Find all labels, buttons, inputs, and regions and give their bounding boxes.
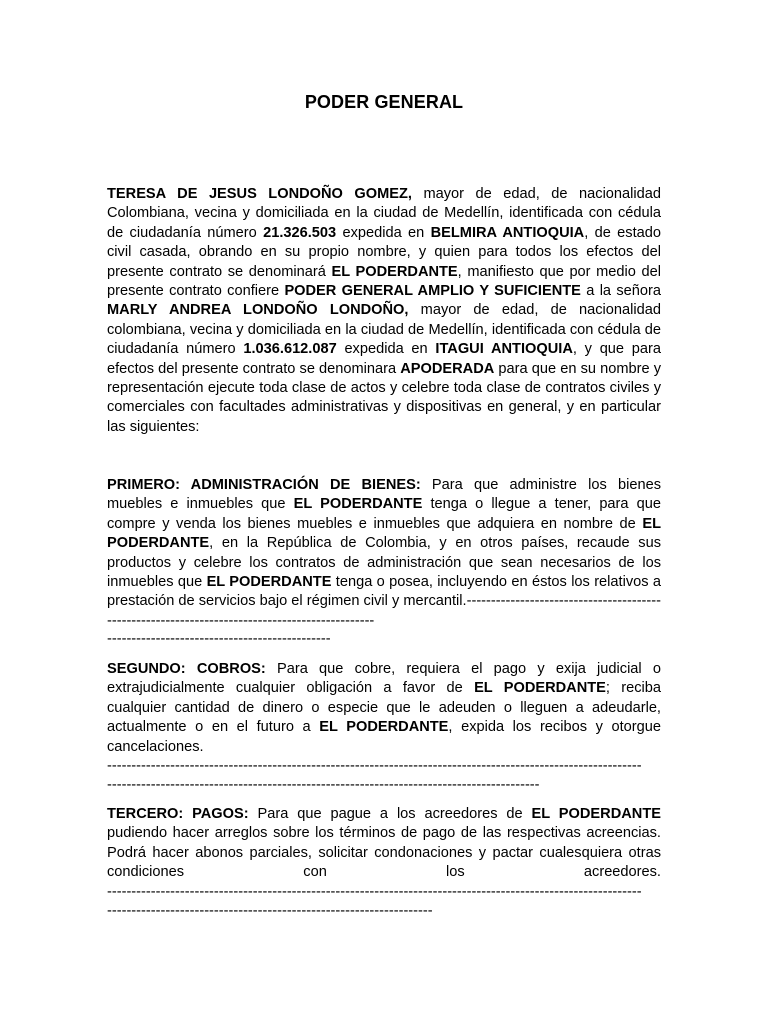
clause-segundo-paragraph (107, 660, 661, 757)
bold-text-run: TERESA DE JESUS LONDOÑO GOMEZ, (107, 186, 412, 202)
bold-text-run: BELMIRA ANTIOQUIA (430, 224, 585, 241)
intro-paragraph (107, 185, 661, 437)
text-run: para que en su nombre y representación ejecute toda clase de actos y celebre toda clase de contratos civiles y comerciales con facultades administrativas y dispositivas en general, y en particular las siguientes: (107, 360, 661, 435)
text-run: a la señora (580, 283, 662, 300)
bold-text-run: APODERADA (400, 360, 495, 377)
text-run: ; reciba cualquier cantidad de dinero o especie que le adeuden o lleguen a adeudarle, actualmente o en el futuro a (107, 680, 662, 736)
text-run: pudiendo hacer arreglos sobre los términos de pago de las respectivas acreencias. Podrá hacer abonos parciales, solicitar condonaciones y pactar cualesquiera otras condiciones con los acreedores. (107, 825, 661, 881)
text-run: , de estado civil casada, obrando en su propio nombre, y quien para todos los efectos del presente contrato se denominará (107, 224, 661, 280)
bold-text-run: EL PODERDANTE (531, 806, 661, 822)
bold-text-run: MARLY ANDREA LONDOÑO LONDOÑO, (107, 302, 409, 319)
bold-text-run: PRIMERO: ADMINISTRACIÓN DE BIENES: (107, 477, 421, 493)
bold-text-run: EL PODERDANTE (293, 496, 423, 513)
text-run: , manifiesto que por medio del presente contrato confiere (107, 263, 661, 300)
clause-tercero-paragraph (107, 805, 661, 883)
text-run: Para que pague a los acreedores de (248, 806, 532, 822)
clause-primero-paragraph (107, 476, 661, 631)
text-run: , y que para efectos del presente contrato se denominara (107, 341, 661, 377)
bold-text-run: PODER GENERAL AMPLIO Y SUFICIENTE (284, 283, 581, 300)
text-run: , expida los recibos y otorgue cancelaciones. (107, 719, 661, 755)
separator-line: -------------------------------------------------------------------------------------------------------------- (107, 884, 642, 900)
bold-text-run: SEGUNDO: COBROS: (107, 661, 266, 677)
text-run: mayor de edad, de nacionalidad Colombiana, vecina y domiciliada en la ciudad de Medellín, identificada con cédula de ciudadanía número (107, 186, 661, 241)
separator-line: ---------------------------------------------- (107, 631, 331, 647)
bold-text-run: EL PODERDANTE (206, 574, 332, 591)
separator-line: ----------------------------------------------------------------------------------------- (107, 777, 540, 793)
text-run: , en la República de Colombia, y en otros países, recaude sus productos y celebre los contratos de administración que sean necesarios de los inmuebles que (107, 535, 661, 591)
text-run: tenga o llegue a tener, para que compre y venda los bienes muebles e inmuebles que adquiera en nombre de (107, 496, 662, 532)
bold-text-run: EL PODERDANTE (474, 680, 606, 697)
text-run: mayor de edad, de nacionalidad colombiana, vecina y domiciliada en la ciudad de Medellín, identificada con cédula de ciudadanía número (107, 302, 661, 358)
bold-text-run: ITAGUI ANTIOQUIA (435, 341, 573, 358)
separator-line: ------------------------------------------------------------------- (107, 903, 433, 919)
bold-text-run: TERCERO: PAGOS: (107, 806, 249, 822)
text-run: tenga o posea, incluyendo en éstos los relativos a prestación de servicios bajo el régimen civil y mercantil.----------------------------------------------------------------------------------------------- (107, 574, 661, 629)
bold-text-run: EL PODERDANTE (319, 719, 449, 736)
bold-text-run: 21.326.503 (263, 224, 337, 241)
text-run: expedida en (336, 224, 431, 241)
document-title: PODER GENERAL (304, 92, 464, 112)
separator-line: -------------------------------------------------------------------------------------------------------------- (107, 758, 642, 774)
text-run: expedida en (336, 341, 436, 358)
text-run: Para que cobre, requiera el pago y exija judicial o extrajudicialmente cualquier obligación a favor de (107, 661, 661, 697)
bold-text-run: 1.036.612.087 (243, 341, 337, 358)
text-run: Para que administre los bienes muebles e inmuebles que (107, 477, 661, 513)
bold-text-run: EL PODERDANTE (331, 263, 458, 280)
bold-text-run: EL PODERDANTE (107, 515, 661, 552)
